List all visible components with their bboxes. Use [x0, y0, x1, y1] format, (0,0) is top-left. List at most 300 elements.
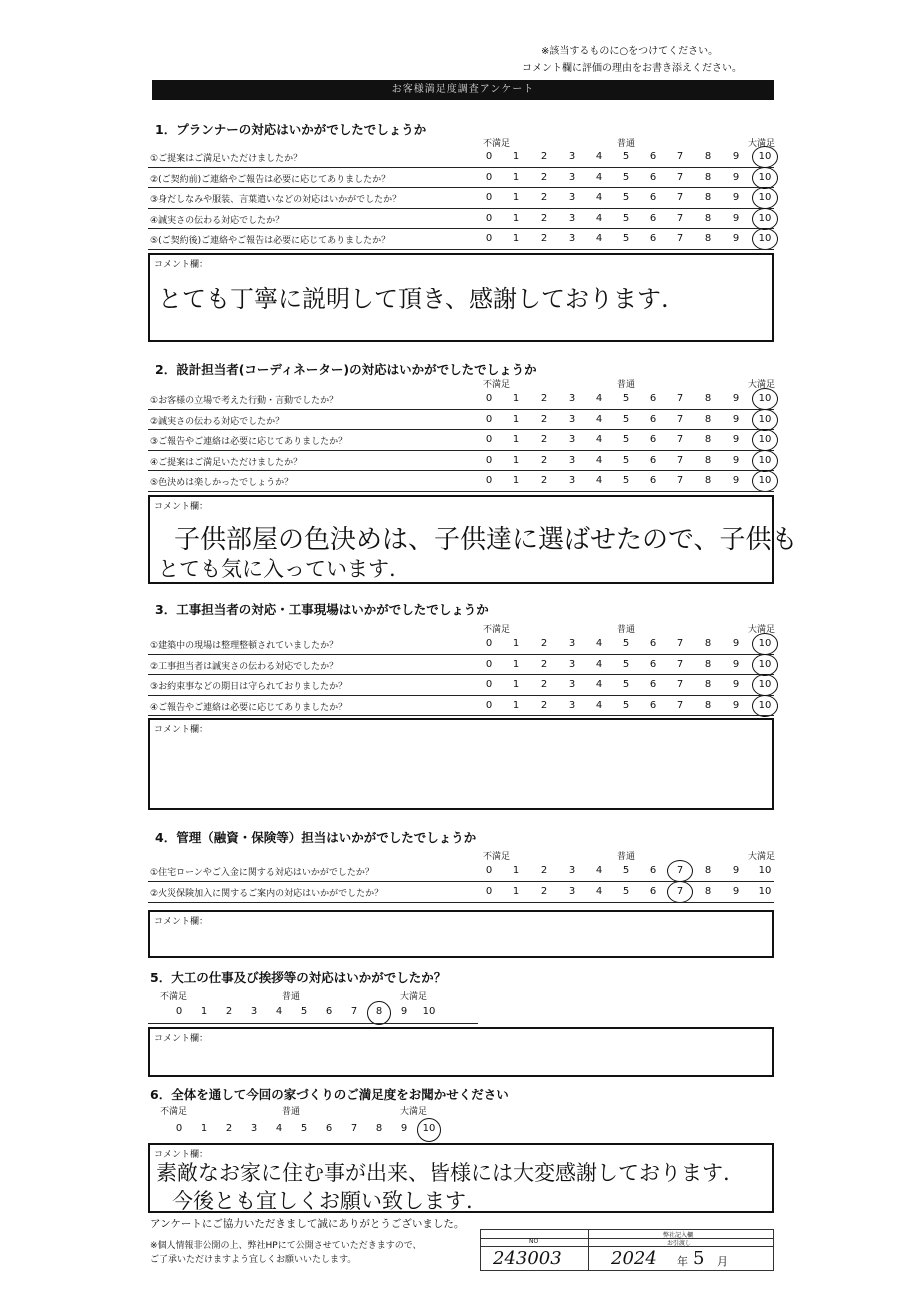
rating-option[interactable]: 4: [595, 886, 603, 897]
rating-option[interactable]: 9: [732, 212, 740, 224]
question-text: ①住宅ローンやご入金に関する対応はいかがでしたか？: [150, 868, 374, 878]
rating-option[interactable]: 3: [568, 233, 576, 244]
rating-option[interactable]: 10: [758, 475, 772, 486]
rating-option[interactable]: 7: [676, 233, 684, 244]
rating-option[interactable]: 3: [568, 699, 576, 711]
comment-label: コメント欄：: [154, 260, 209, 270]
rating-option[interactable]: 9: [732, 886, 740, 897]
rating-option[interactable]: 4: [595, 233, 603, 244]
rating-option[interactable]: 0: [175, 1123, 183, 1134]
rating-option[interactable]: 7: [676, 192, 684, 203]
row-divider: [148, 249, 774, 250]
rating-option[interactable]: 8: [704, 434, 712, 445]
rating-option[interactable]: 3: [568, 151, 576, 162]
rating-option[interactable]: 0: [485, 413, 493, 425]
handwritten-comment: とても気に入っています.: [158, 557, 396, 581]
selected-rating-circle: [752, 409, 778, 431]
privacy-note-2: ご了承いただけますよう宜しくお願いいたします。: [150, 1255, 357, 1265]
rating-option[interactable]: 5: [622, 865, 630, 876]
rating-option[interactable]: 8: [704, 454, 712, 466]
row-divider: [148, 208, 774, 209]
handwritten-comment: とても丁寧に説明して頂き、感謝しております.: [158, 285, 669, 313]
rating-option[interactable]: 1: [512, 475, 520, 486]
rating-option[interactable]: 4: [595, 192, 603, 203]
scale-high-label: 大満足: [748, 139, 776, 149]
rating-option[interactable]: 5: [622, 151, 630, 162]
rating-option[interactable]: 10: [758, 192, 772, 203]
rating-option[interactable]: 10: [758, 886, 772, 897]
scale-low-label: 不満足: [483, 139, 511, 149]
rating-option[interactable]: 10: [758, 658, 772, 670]
selected-rating-circle: [667, 860, 693, 882]
scale-mid-label: 普通: [282, 992, 301, 1002]
rating-option[interactable]: 2: [540, 475, 548, 486]
rating-option[interactable]: 9: [400, 1006, 408, 1017]
rating-option[interactable]: 6: [325, 1006, 333, 1017]
rating-option[interactable]: 3: [568, 212, 576, 224]
rating-option[interactable]: 6: [649, 638, 657, 649]
selected-rating-circle: [367, 1001, 391, 1025]
question-text: ④誠実さの伝わる対応でしたか？: [150, 215, 285, 226]
comment-box-2: [148, 495, 798, 584]
rating-option[interactable]: 9: [732, 699, 740, 711]
rating-option[interactable]: 7: [676, 393, 684, 404]
rating-option[interactable]: 8: [704, 393, 712, 404]
rating-option[interactable]: 6: [649, 865, 657, 876]
rating-option[interactable]: 9: [400, 1123, 408, 1134]
rating-option[interactable]: 5: [622, 171, 630, 183]
rating-option[interactable]: 0: [485, 886, 493, 897]
selected-rating-circle: [752, 388, 778, 410]
scale-high-label: 大満足: [400, 992, 428, 1002]
question-text: ③身だしなみや服装、言葉遣いなどの対応はいかがでしたか？: [150, 195, 402, 205]
row-divider: [148, 695, 774, 696]
rating-option[interactable]: 5: [622, 886, 630, 897]
instruction-note-2: コメント欄に評価の理由をお書き添えください。: [522, 63, 742, 74]
rating-option[interactable]: 0: [485, 434, 493, 445]
rating-option[interactable]: 3: [250, 1123, 258, 1134]
rating-option[interactable]: 9: [732, 233, 740, 244]
rating-option[interactable]: 1: [512, 679, 520, 690]
comment-box-6: [148, 1143, 774, 1213]
rating-option[interactable]: 8: [704, 865, 712, 876]
handwritten-comment: 今後とも宜しくお願い致します.: [172, 1189, 473, 1213]
rating-option[interactable]: 9: [732, 151, 740, 162]
rating-option[interactable]: 2: [540, 658, 548, 670]
rating-option[interactable]: 6: [649, 151, 657, 162]
rating-option[interactable]: 3: [568, 886, 576, 897]
rating-option[interactable]: 10: [758, 679, 772, 690]
comment-box-3: [148, 718, 774, 810]
rating-option[interactable]: 7: [676, 454, 684, 466]
row-divider: [148, 429, 774, 430]
rating-option[interactable]: 1: [512, 699, 520, 711]
comment-label: コメント欄：: [154, 725, 209, 735]
rating-option[interactable]: 6: [649, 171, 657, 183]
rating-option[interactable]: 10: [758, 454, 772, 466]
rating-option[interactable]: 0: [485, 658, 493, 670]
rating-option[interactable]: 6: [649, 434, 657, 445]
rating-option[interactable]: 10: [758, 212, 772, 224]
comment-label: コメント欄：: [154, 1150, 209, 1160]
section-5-title: 5．大工の仕事及び挨拶等の対応はいかがでしたか？: [150, 970, 447, 985]
rating-option[interactable]: 5: [622, 679, 630, 690]
scale-low-label: 不満足: [160, 992, 188, 1002]
rating-option[interactable]: 1: [512, 865, 520, 876]
rating-option[interactable]: 3: [568, 434, 576, 445]
rating-option[interactable]: 4: [595, 413, 603, 425]
rating-option[interactable]: 5: [622, 658, 630, 670]
rating-option[interactable]: 8: [704, 212, 712, 224]
rating-option[interactable]: 5: [622, 212, 630, 224]
rating-option[interactable]: 2: [225, 1006, 233, 1017]
section-3-title: 3．工事担当者の対応・工事現場はいかがでしたでしょうか: [155, 602, 489, 617]
rating-option[interactable]: 1: [512, 171, 520, 183]
rating-option[interactable]: 6: [649, 393, 657, 404]
rating-option[interactable]: 5: [622, 699, 630, 711]
scale-mid-label: 普通: [617, 139, 636, 149]
rating-option[interactable]: 7: [676, 434, 684, 445]
rating-option[interactable]: 2: [540, 212, 548, 224]
rating-option[interactable]: 6: [649, 454, 657, 466]
row-divider: [148, 409, 774, 410]
rating-option[interactable]: 9: [732, 192, 740, 203]
rating-option[interactable]: 5: [622, 434, 630, 445]
scale-mid-label: 普通: [617, 852, 636, 862]
comment-label: コメント欄：: [154, 502, 209, 512]
rating-option[interactable]: 4: [595, 434, 603, 445]
rating-option[interactable]: 2: [540, 886, 548, 897]
rating-option[interactable]: 5: [622, 413, 630, 425]
selected-rating-circle: [752, 167, 778, 189]
rating-option[interactable]: 1: [512, 413, 520, 425]
month-unit: 月: [717, 1255, 728, 1268]
rating-option[interactable]: 7: [676, 679, 684, 690]
rating-option[interactable]: 1: [512, 212, 520, 224]
row-divider: [148, 674, 774, 675]
delivery-label: お引渡し: [667, 1240, 692, 1247]
selected-rating-circle: [752, 674, 778, 696]
rating-option[interactable]: 10: [758, 151, 772, 162]
scale-mid-label: 普通: [617, 380, 636, 390]
rating-option[interactable]: 10: [758, 413, 772, 425]
rating-option[interactable]: 8: [704, 679, 712, 690]
rating-option[interactable]: 10: [758, 393, 772, 404]
rating-option[interactable]: 8: [704, 658, 712, 670]
rating-option[interactable]: 10: [758, 638, 772, 649]
question-text: ⑤色決めは楽しかったでしょうか？: [150, 478, 294, 488]
scale-high-label: 大満足: [400, 1107, 428, 1117]
scale-low-label: 不満足: [483, 380, 511, 390]
office-use-table: [480, 1229, 774, 1271]
rating-option[interactable]: 8: [375, 1123, 383, 1134]
rating-option[interactable]: 2: [540, 151, 548, 162]
rating-option[interactable]: 10: [758, 699, 772, 711]
question-text: ③ご報告やご連絡は必要に応じてありましたか？: [150, 437, 348, 447]
rating-option[interactable]: 8: [704, 475, 712, 486]
rating-option[interactable]: 10: [758, 233, 772, 244]
rating-option[interactable]: 9: [732, 171, 740, 183]
rating-option[interactable]: 6: [649, 192, 657, 203]
rating-option[interactable]: 3: [568, 393, 576, 404]
rating-option[interactable]: 4: [595, 865, 603, 876]
row-divider: [148, 491, 774, 492]
section-6-title: 6．全体を通して今回の家づくりのご満足度をお聞かせください: [150, 1087, 509, 1102]
question-text: ③お約束事などの期日は守られておりましたか？: [150, 682, 348, 692]
rating-option[interactable]: 5: [300, 1006, 308, 1017]
rating-option[interactable]: 8: [704, 233, 712, 244]
rating-option[interactable]: 0: [485, 865, 493, 876]
question-text: ①お客様の立場で考えた行動・言動でしたか？: [150, 396, 339, 406]
rating-option[interactable]: 7: [676, 886, 684, 897]
rating-option[interactable]: 4: [595, 212, 603, 224]
rating-option[interactable]: 9: [732, 658, 740, 670]
rating-option[interactable]: 4: [275, 1006, 283, 1017]
selected-rating-circle: [752, 228, 778, 250]
rating-option[interactable]: 4: [595, 658, 603, 670]
scale-mid-label: 普通: [617, 625, 636, 635]
rating-option[interactable]: 5: [622, 393, 630, 404]
rating-option[interactable]: 9: [732, 454, 740, 466]
question-text: ⑤(ご契約後)ご連絡やご報告は必要に応じてありましたか？: [150, 236, 391, 246]
selected-rating-circle: [752, 654, 778, 676]
rating-option[interactable]: 3: [568, 413, 576, 425]
rating-option[interactable]: 9: [732, 413, 740, 425]
rating-option[interactable]: 3: [250, 1006, 258, 1017]
table-divider: [481, 1238, 773, 1239]
selected-rating-circle: [752, 187, 778, 209]
rating-option[interactable]: 4: [595, 393, 603, 404]
rating-option[interactable]: 9: [732, 475, 740, 486]
rating-option[interactable]: 1: [512, 151, 520, 162]
rating-option[interactable]: 0: [485, 212, 493, 224]
rating-option[interactable]: 1: [200, 1123, 208, 1134]
selected-rating-circle: [752, 429, 778, 451]
rating-option[interactable]: 0: [485, 475, 493, 486]
no-label: NO: [529, 1238, 539, 1245]
rating-option[interactable]: 0: [485, 454, 493, 466]
rating-option[interactable]: 7: [676, 699, 684, 711]
rating-option[interactable]: 6: [649, 212, 657, 224]
rating-option[interactable]: 2: [540, 393, 548, 404]
row-divider: [148, 187, 774, 188]
row-divider: [148, 654, 774, 655]
selected-rating-circle: [752, 208, 778, 230]
survey-number: 243003: [493, 1248, 562, 1269]
selected-rating-circle: [752, 470, 778, 492]
rating-option[interactable]: 5: [622, 475, 630, 486]
rating-option[interactable]: 0: [175, 1006, 183, 1017]
rating-option[interactable]: 0: [485, 192, 493, 203]
selected-rating-circle: [417, 1118, 441, 1142]
rating-option[interactable]: 5: [622, 454, 630, 466]
year-unit: 年: [677, 1255, 688, 1268]
comment-box-4: [148, 910, 774, 958]
rating-option[interactable]: 3: [568, 865, 576, 876]
rating-option[interactable]: 3: [568, 192, 576, 203]
question-text: ④ご報告やご連絡は必要に応じてありましたか？: [150, 702, 348, 713]
rating-option[interactable]: 1: [512, 393, 520, 404]
row-divider: [148, 902, 774, 903]
rating-option[interactable]: 4: [595, 638, 603, 649]
rating-option[interactable]: 9: [732, 434, 740, 445]
rating-option[interactable]: 2: [540, 865, 548, 876]
question-text: ①建築中の現場は整理整頓されていましたか？: [150, 641, 339, 651]
rating-option[interactable]: 6: [649, 886, 657, 897]
company-use-label: 弊社記入欄: [663, 1232, 694, 1239]
rating-option[interactable]: 1: [512, 886, 520, 897]
rating-option[interactable]: 6: [649, 233, 657, 244]
rating-option[interactable]: 8: [704, 171, 712, 183]
row-divider: [148, 715, 774, 716]
rating-option[interactable]: 10: [758, 434, 772, 445]
rating-option[interactable]: 8: [704, 638, 712, 649]
rating-option[interactable]: 6: [649, 699, 657, 711]
rating-option[interactable]: 2: [540, 413, 548, 425]
row-divider: [148, 228, 774, 229]
rating-option[interactable]: 9: [732, 638, 740, 649]
question-text: ②火災保険加入に関するご案内の対応はいかがでしたか？: [150, 889, 384, 899]
rating-option[interactable]: 2: [540, 699, 548, 711]
rating-option[interactable]: 6: [649, 475, 657, 486]
section-4-title: 4．管理（融資・保険等）担当はいかがでしたでしょうか: [155, 830, 477, 845]
rating-option[interactable]: 8: [704, 192, 712, 203]
rating-option[interactable]: 7: [676, 658, 684, 670]
question-text: ②(ご契約前)ご連絡やご報告は必要に応じてありましたか？: [150, 174, 391, 185]
comment-label: コメント欄：: [154, 917, 209, 927]
privacy-note-1: ※個人情報非公開の上、弊社HPにて公開させていただきますので、: [150, 1241, 422, 1251]
question-text: ④ご提案はご満足いただけましたか？: [150, 457, 303, 468]
rating-option[interactable]: 7: [676, 151, 684, 162]
rating-option[interactable]: 4: [595, 679, 603, 690]
scale-high-label: 大満足: [748, 625, 776, 635]
rating-option[interactable]: 1: [512, 638, 520, 649]
rating-option[interactable]: 1: [512, 454, 520, 466]
rating-option[interactable]: 9: [732, 865, 740, 876]
rating-option[interactable]: 2: [225, 1123, 233, 1134]
rating-option[interactable]: 10: [422, 1123, 436, 1134]
rating-option[interactable]: 2: [540, 192, 548, 203]
rating-option[interactable]: 2: [540, 679, 548, 690]
rating-option[interactable]: 5: [622, 638, 630, 649]
rating-option[interactable]: 10: [758, 865, 772, 876]
rating-option[interactable]: 6: [325, 1123, 333, 1134]
rating-option[interactable]: 7: [350, 1123, 358, 1134]
rating-option[interactable]: 1: [512, 658, 520, 670]
scale-underline: [148, 1023, 478, 1024]
rating-option[interactable]: 4: [595, 151, 603, 162]
rating-option[interactable]: 6: [649, 658, 657, 670]
rating-option[interactable]: 8: [704, 151, 712, 162]
rating-option[interactable]: 8: [704, 413, 712, 425]
delivery-month: 5: [693, 1248, 705, 1269]
question-text: ①ご提案はご満足いただけましたか？: [150, 154, 303, 164]
rating-option[interactable]: 9: [732, 679, 740, 690]
rating-option[interactable]: 0: [485, 393, 493, 404]
rating-option[interactable]: 4: [275, 1123, 283, 1134]
question-text: ②誠実さの伝わる対応でしたか？: [150, 416, 285, 427]
rating-option[interactable]: 9: [732, 393, 740, 404]
rating-option[interactable]: 7: [350, 1006, 358, 1017]
rating-option[interactable]: 8: [704, 699, 712, 711]
rating-option[interactable]: 3: [568, 171, 576, 183]
rating-option[interactable]: 3: [568, 454, 576, 466]
delivery-year: 2024: [611, 1248, 657, 1269]
form-title-banner: お客様満足度調査アンケート: [152, 80, 774, 100]
rating-option[interactable]: 4: [595, 454, 603, 466]
rating-option[interactable]: 8: [375, 1006, 383, 1017]
rating-option[interactable]: 2: [540, 434, 548, 445]
rating-option[interactable]: 3: [568, 475, 576, 486]
row-divider: [148, 167, 774, 168]
section-2-title: 2．設計担当者(コーディネーター)の対応はいかがでしたでしょうか: [155, 362, 537, 377]
rating-option[interactable]: 3: [568, 658, 576, 670]
row-divider: [148, 470, 774, 471]
rating-option[interactable]: 0: [485, 151, 493, 162]
rating-option[interactable]: 4: [595, 475, 603, 486]
rating-option[interactable]: 7: [676, 865, 684, 876]
rating-option[interactable]: 2: [540, 454, 548, 466]
rating-option[interactable]: 4: [595, 171, 603, 183]
comment-box-5: [148, 1027, 774, 1077]
scale-low-label: 不満足: [483, 625, 511, 635]
rating-option[interactable]: 2: [540, 171, 548, 183]
rating-option[interactable]: 3: [568, 638, 576, 649]
table-divider: [588, 1230, 589, 1270]
selected-rating-circle: [752, 450, 778, 472]
rating-option[interactable]: 10: [422, 1006, 436, 1017]
handwritten-comment: 素敵なお家に住む事が出来、皆様には大変感謝しております.: [156, 1161, 730, 1185]
scale-high-label: 大満足: [748, 380, 776, 390]
rating-option[interactable]: 5: [300, 1123, 308, 1134]
rating-option[interactable]: 0: [485, 699, 493, 711]
rating-option[interactable]: 6: [649, 413, 657, 425]
rating-option[interactable]: 8: [704, 886, 712, 897]
rating-option[interactable]: 7: [676, 413, 684, 425]
rating-option[interactable]: 1: [200, 1006, 208, 1017]
rating-option[interactable]: 7: [676, 638, 684, 649]
thanks-message: アンケートにご協力いただきまして誠にありがとうございました。: [150, 1218, 465, 1230]
rating-option[interactable]: 1: [512, 233, 520, 244]
rating-option[interactable]: 0: [485, 171, 493, 183]
rating-option[interactable]: 5: [622, 192, 630, 203]
rating-option[interactable]: 2: [540, 638, 548, 649]
rating-option[interactable]: 1: [512, 192, 520, 203]
scale-mid-label: 普通: [282, 1107, 301, 1117]
comment-box-1: [148, 253, 774, 342]
question-text: ②工事担当者は誠実さの伝わる対応でしたか？: [150, 661, 339, 672]
rating-option[interactable]: 6: [649, 679, 657, 690]
rating-option[interactable]: 0: [485, 233, 493, 244]
rating-option[interactable]: 0: [485, 679, 493, 690]
row-divider: [148, 450, 774, 451]
rating-option[interactable]: 4: [595, 699, 603, 711]
rating-option[interactable]: 3: [568, 679, 576, 690]
instruction-note-1: ※該当するものに○をつけてください。: [541, 46, 719, 57]
rating-option[interactable]: 1: [512, 434, 520, 445]
rating-option[interactable]: 5: [622, 233, 630, 244]
section-1-title: 1．プランナーの対応はいかがでしたでしょうか: [155, 122, 427, 137]
rating-option[interactable]: 7: [676, 171, 684, 183]
rating-option[interactable]: 7: [676, 475, 684, 486]
selected-rating-circle: [667, 881, 693, 903]
rating-option[interactable]: 2: [540, 233, 548, 244]
selected-rating-circle: [752, 695, 778, 717]
scale-high-label: 大満足: [748, 852, 776, 862]
rating-option[interactable]: 10: [758, 171, 772, 183]
rating-option[interactable]: 0: [485, 638, 493, 649]
rating-option[interactable]: 7: [676, 212, 684, 224]
